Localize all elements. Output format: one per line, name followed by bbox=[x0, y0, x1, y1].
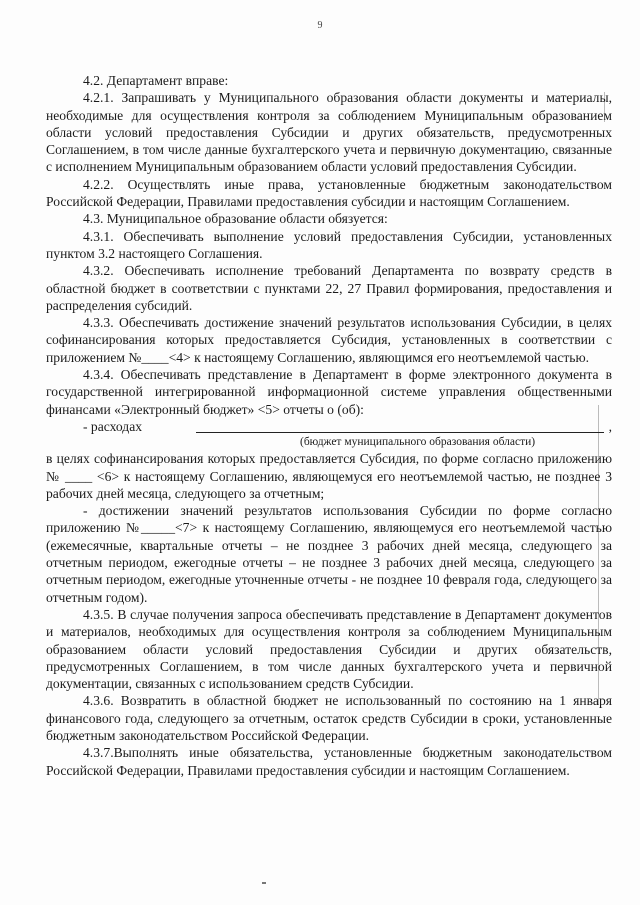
paragraph-4-3-3: 4.3.3. Обеспечивать достижение значений результатов использования Субсидии, в целях софинансирования которых предоставляется Субсидия, установленных в соответствии с приложением №____<4> к настоящему Соглашению, являющимся его неотъемлемой частью. bbox=[46, 315, 612, 365]
paragraph-4-2-1: 4.2.1. Запрашивать у Муниципального образования области документы и материалы, необходимые для осуществления контроля за соблюдением Муниципальным образованием области условий предоставления Субсидии и других обязательств, предусмотренных Соглашением, в том числе данные бухгалтерского учета и первичную документацию, связанные с исполнением Муниципальным образованием области условий предоставления Субсидии. bbox=[46, 90, 612, 175]
paragraph-4-3-5: 4.3.5. В случае получения запроса обеспечивать представление в Департамент документов и материалов, необходимых для осуществления контроля за соблюдением Муниципальным образованием области условий предоставления Субсидии и других обязательств, предусмотренных Соглашением, в том числе данных бухгалтерского учета и первичной документации, связанных с использованием средств Субсидии. bbox=[46, 606, 612, 692]
expenses-caption-row bbox=[46, 435, 612, 450]
paragraph-4-3-4: 4.3.4. Обеспечивать представление в Департамент в форме электронного документа в государственной интегрированной информационной системе управления общественными финансами «Электронный бюджет» <5> отчеты о (об): bbox=[46, 367, 612, 417]
fill-in-underline bbox=[196, 432, 604, 433]
page-number: 9 bbox=[317, 20, 323, 31]
paragraph-expenses-continued: в целях софинансирования которых предоставляется Субсидия, по форме согласно приложению № ____ <6> к настоящему Соглашению, являющемуся его неотъемлемой частью, не позднее 3 рабочих дней месяца, следующего за отчетным; bbox=[46, 451, 612, 501]
paragraph-4-3-6: 4.3.6. Возвратить в областной бюджет не использованный по состоянию на 1 января финансового года, следующего за отчетным, остаток средств Субсидии в сроки, установленные бюджетным законодательством Российской Федерации. bbox=[46, 693, 612, 743]
paragraph-4-2-2: 4.2.2. Осуществлять иные права, установленные бюджетным законодательством Российской Федерации, Правилами предоставления субсидии и настоящим Соглашением. bbox=[46, 176, 612, 210]
expenses-trailing-comma: , bbox=[608, 418, 612, 434]
paragraph-4-3-1: 4.3.1. Обеспечивать выполнение условий предоставления Субсидии, установленных пунктом 3.2 настоящего Соглашения. bbox=[46, 228, 612, 261]
paragraph-results-reports: - достижении значений результатов использования Субсидии по форме согласно приложению №_____<7> к настоящему Соглашению, являющемуся его неотъемлемой частью (ежемесячные, квартальные отчеты – не позднее 3 рабочих дней месяца, следующего за отчетным периодом, ежегодные отчеты – не позднее 3 рабочих дней месяца, следующего за отчетным периодом, ежегодные уточненные отчеты - не позднее 10 февраля года, следующего за отчетным годом). bbox=[46, 503, 612, 605]
paragraph-4-2: 4.2. Департамент вправе: bbox=[83, 73, 229, 88]
paragraph-4-3-2: 4.3.2. Обеспечивать исполнение требований Департамента по возврату средств в областной бюджет в соответствии с пунктами 22, 27 Правил формирования, предоставления и распределения субсидий. bbox=[46, 263, 612, 313]
document-body bbox=[46, 72, 612, 779]
paragraph-4-3: 4.3. Муниципальное образование области обязуется: bbox=[83, 211, 388, 227]
paragraph-4-3-7: 4.3.7.Выполнять иные обязательства, установленные бюджетным законодательством Российской Федерации, Правилами предоставления субсидии и настоящим Соглашением. bbox=[46, 745, 612, 778]
expenses-label: - расходах bbox=[83, 418, 143, 434]
expenses-blank-line bbox=[46, 418, 612, 435]
expenses-caption: (бюджет муниципального образования области) bbox=[300, 436, 536, 449]
scan-artifact-dot bbox=[262, 882, 266, 884]
